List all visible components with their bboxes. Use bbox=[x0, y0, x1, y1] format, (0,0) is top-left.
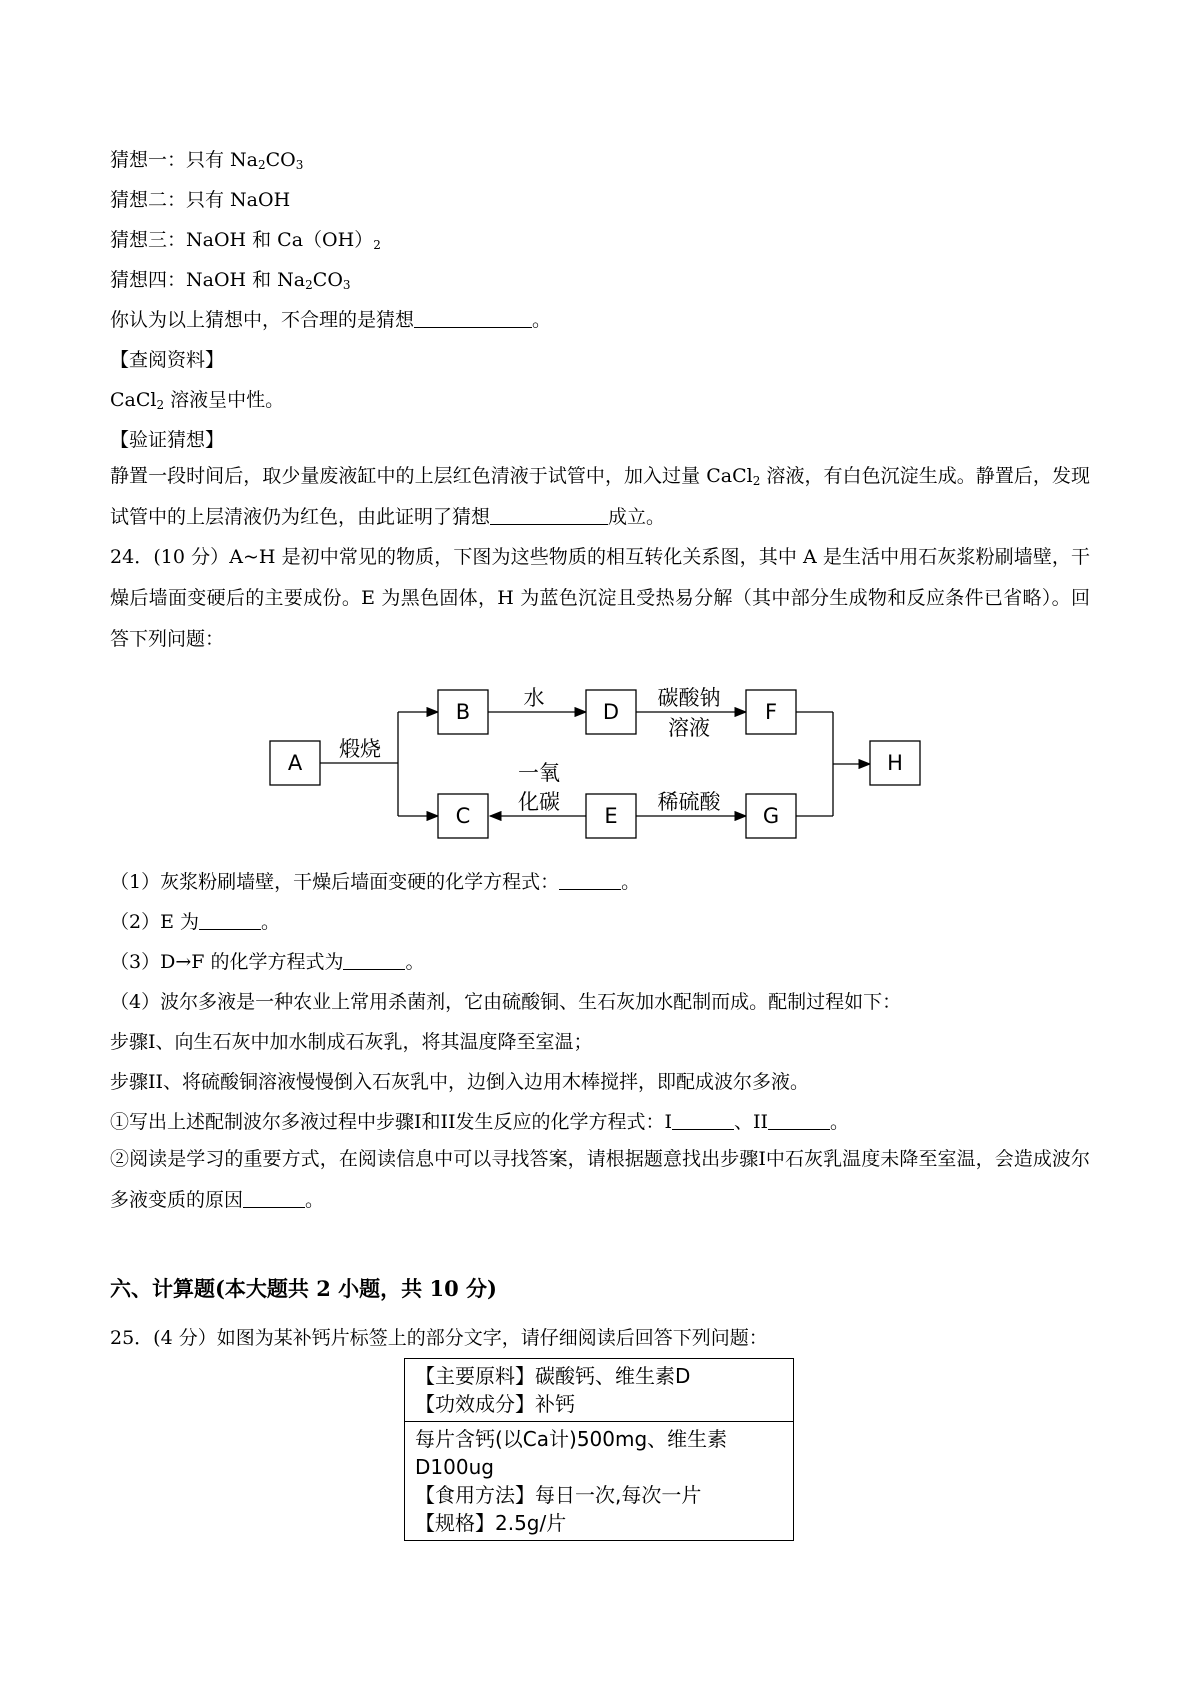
label-co-2: 化碳 bbox=[518, 790, 560, 814]
answer-blank[interactable] bbox=[672, 1111, 734, 1130]
label-co-1: 一氧 bbox=[518, 761, 560, 785]
conversion-diagram bbox=[268, 678, 948, 868]
unreasonable-question: 你认为以上猜想中，不合理的是猜想 。 bbox=[110, 309, 552, 331]
q24-sub1: （1）灰浆粉刷墙壁，干燥后墙面变硬的化学方程式： 。 bbox=[110, 871, 641, 893]
q24-text: 24．(10 分）A~H 是初中常见的物质，下图为这些物质的相互转化关系图，其中 A 是生活中用石灰浆粉刷墙壁，干燥后墙面变硬后的主要成份。E 为黑色固体，H 为蓝色沉淀且受热易分解（其中部分生成物和反应条件已省略）。回答下列问题： bbox=[110, 546, 1090, 650]
q24-sub4: （4）波尔多液是一种农业上常用杀菌剂，它由硫酸铜、生石灰加水配制而成。配制过程如下： bbox=[110, 991, 902, 1013]
label-content-2: D100ug bbox=[415, 1455, 494, 1479]
label-na2co3-2: 溶液 bbox=[668, 716, 710, 740]
answer-blank[interactable] bbox=[559, 871, 621, 890]
verify-text: 静置一段时间后，取少量废液缸中的上层红色清液于试管中，加入过量 CaCl$_2$ 溶液，有白色沉淀生成。静置后，发现试管中的上层清液仍为红色，由此证明了猜想 成立。 bbox=[110, 465, 1090, 528]
label-row-2 bbox=[405, 1422, 794, 1541]
guess-2: 猜想二：只有 NaOH bbox=[110, 189, 291, 211]
node-f: F bbox=[764, 700, 778, 724]
node-h: H bbox=[887, 751, 903, 775]
node-d: D bbox=[602, 700, 620, 724]
verify-heading: 【验证猜想】 bbox=[110, 429, 225, 451]
answer-blank[interactable] bbox=[243, 1189, 305, 1208]
label-effective-component: 【功效成分】补钙 bbox=[415, 1392, 575, 1416]
label-row-1 bbox=[405, 1359, 794, 1422]
label-h2so4: 稀硫酸 bbox=[657, 790, 721, 814]
label-water: 水 bbox=[523, 686, 545, 710]
guess-4: 猜想四：NaOH 和 $Na_2CO_3$ bbox=[110, 269, 351, 292]
supplement-label bbox=[404, 1358, 794, 1541]
label-content-1: 每片含钙(以Ca计)500mg、维生素 bbox=[415, 1427, 728, 1451]
q24-q2: ②阅读是学习的重要方式，在阅读信息中可以寻找答案，请根据题意找出步骤I中石灰乳温度未降至室温，会造成波尔多液变质的原因 。 bbox=[110, 1148, 1090, 1211]
answer-blank[interactable] bbox=[768, 1111, 830, 1130]
step-1: 步骤I、向生石灰中加水制成石灰乳，将其温度降至室温； bbox=[110, 1031, 593, 1053]
guess-3: 猜想三：NaOH 和 $Ca(OH)_2$ bbox=[110, 229, 381, 252]
node-b: B bbox=[455, 700, 471, 724]
ref-text: CaCl$_2$ 溶液呈中性。 bbox=[110, 389, 285, 412]
node-e: E bbox=[604, 804, 618, 828]
node-a: A bbox=[287, 751, 303, 775]
ref-heading: 【查阅资料】 bbox=[110, 349, 225, 371]
answer-blank[interactable] bbox=[343, 951, 405, 970]
node-c: C bbox=[455, 804, 471, 828]
guess-1: 猜想一：只有 $Na_2CO_3$ bbox=[110, 149, 304, 172]
label-na2co3-1: 碳酸钠 bbox=[657, 686, 721, 710]
answer-blank[interactable] bbox=[414, 309, 532, 328]
q24-q1: ①写出上述配制波尔多液过程中步骤I和II发生反应的化学方程式：I 、II 。 bbox=[110, 1111, 850, 1133]
label-spec: 【规格】2.5g/片 bbox=[415, 1511, 567, 1535]
step-2: 步骤II、将硫酸铜溶液慢慢倒入石灰乳中，边倒入边用木棒搅拌，即配成波尔多液。 bbox=[110, 1071, 810, 1093]
node-g: G bbox=[762, 804, 780, 828]
answer-blank[interactable] bbox=[199, 911, 261, 930]
q25-text: 25．(4 分）如图为某补钙片标签上的部分文字，请仔细阅读后回答下列问题： bbox=[110, 1327, 768, 1349]
q24-sub2: （2）E 为 。 bbox=[110, 911, 281, 933]
label-calcine: 煅烧 bbox=[339, 737, 381, 761]
section-heading: 六、计算题(本大题共 2 小题，共 10 分) bbox=[110, 1276, 497, 1301]
label-usage: 【食用方法】每日一次,每次一片 bbox=[415, 1483, 702, 1507]
q24-sub3: （3）D→F 的化学方程式为 。 bbox=[110, 951, 425, 973]
label-main-ingredients: 【主要原料】碳酸钙、维生素D bbox=[415, 1364, 691, 1388]
answer-blank[interactable] bbox=[490, 506, 608, 525]
